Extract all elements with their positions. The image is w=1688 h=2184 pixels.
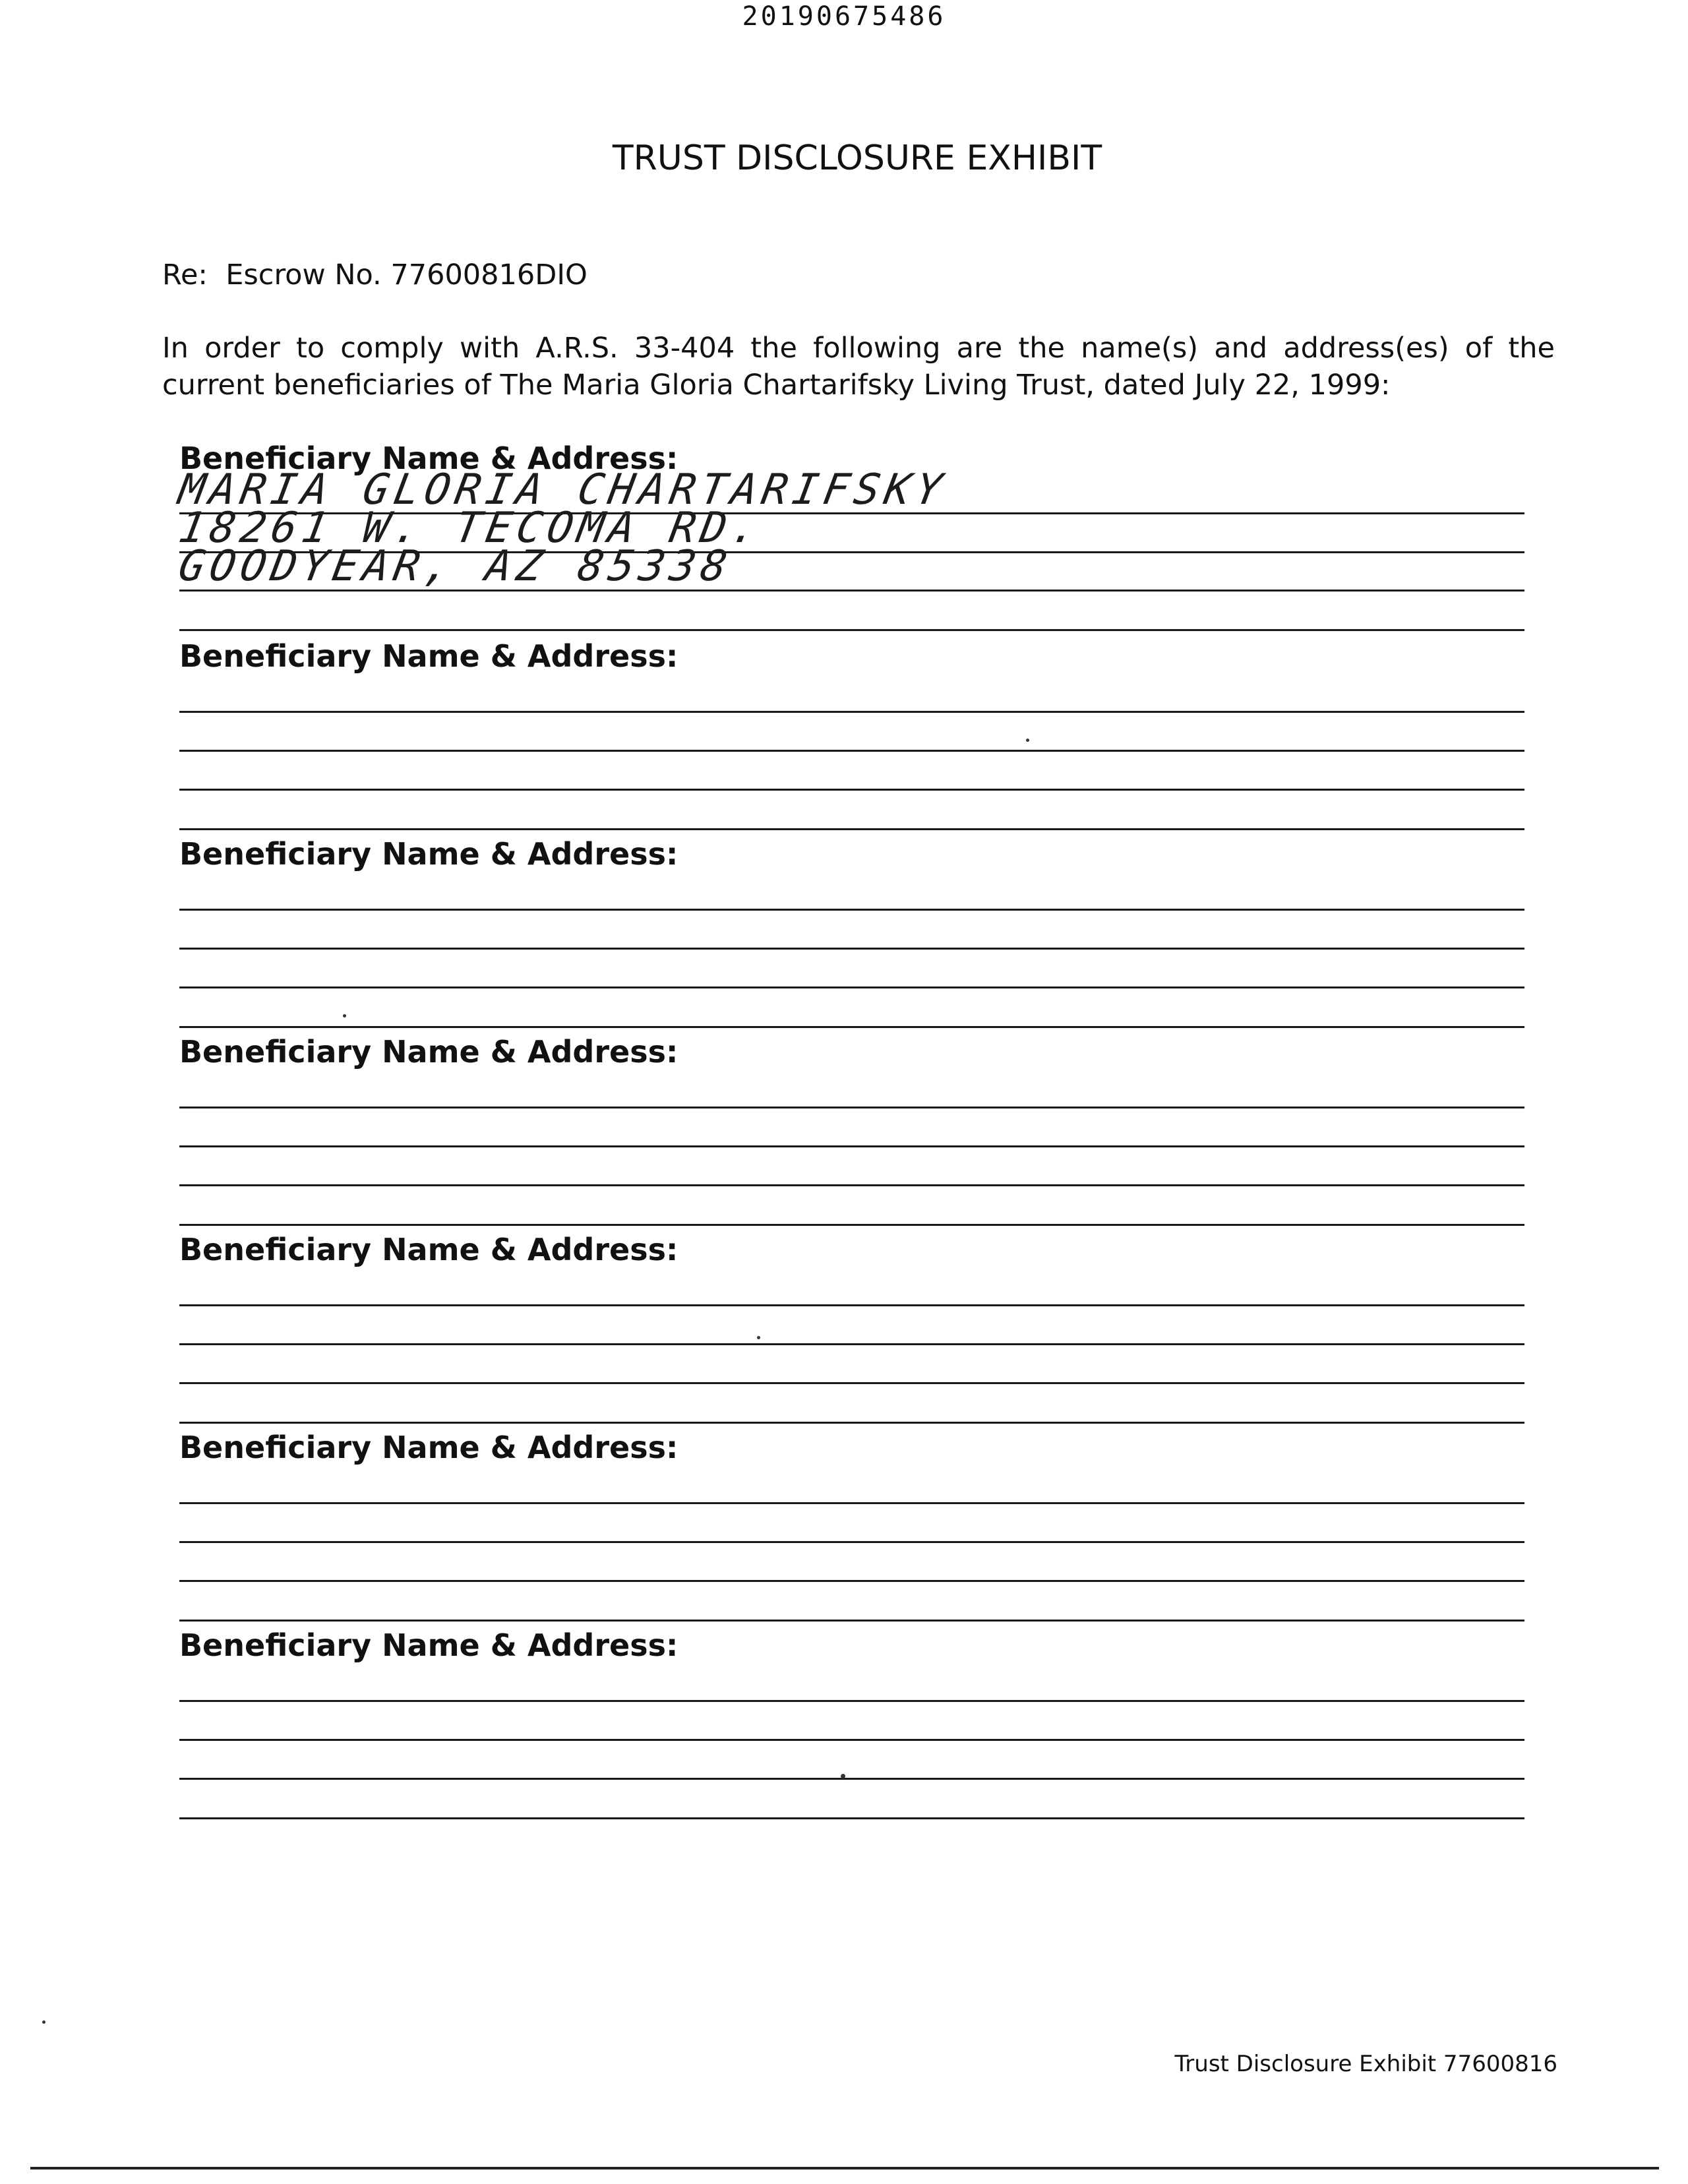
fill-line [179,909,1524,911]
fill-line [179,1026,1524,1028]
fill-line [179,1817,1524,1819]
fill-line [179,711,1524,713]
fill-line [179,789,1524,791]
fill-line [179,1700,1524,1702]
beneficiary-label: Beneficiary Name & Address: [179,836,678,872]
beneficiary-label: Beneficiary Name & Address: [179,440,678,476]
scan-speck [42,2020,45,2024]
fill-line [179,1107,1524,1108]
fill-line [179,1739,1524,1741]
document-number: 20190675486 [742,1,946,32]
escrow-reference: Re: Escrow No. 77600816DIO [162,258,588,291]
fill-line [179,590,1524,592]
footer-reference: Trust Disclosure Exhibit 77600816 [1174,2051,1557,2077]
fill-line [179,1541,1524,1543]
fill-line [179,1620,1524,1622]
scan-speck [757,1336,760,1339]
fill-line [179,1145,1524,1147]
scan-speck [841,1774,845,1778]
scan-speck [343,1014,346,1017]
fill-line [179,1382,1524,1384]
fill-line [179,1184,1524,1186]
beneficiary-label: Beneficiary Name & Address: [179,1430,678,1465]
fill-line [179,828,1524,830]
fill-line [179,1502,1524,1504]
handwritten-name: MARIA GLORIA CHARTARIFSKY [175,466,951,514]
scan-speck [1026,739,1029,742]
fill-line [179,1778,1524,1780]
page-bottom-divider [30,2167,1659,2169]
handwritten-street: 18261 W. TECOMA RD. [175,504,767,553]
handwritten-city: GOODYEAR, AZ 85338 [175,542,737,591]
page-title: TRUST DISCLOSURE EXHIBIT [612,138,1102,178]
fill-line [179,948,1524,950]
beneficiary-label: Beneficiary Name & Address: [179,1232,678,1267]
fill-line [179,1224,1524,1226]
fill-line [179,1422,1524,1424]
intro-paragraph: In order to comply with A.R.S. 33-404 the following are the name(s) and address(es) of the current beneficiaries of The Maria Gloria Chartarifsky Living Trust, dated July 22, 1999: [162,332,1555,402]
fill-line [179,750,1524,752]
fill-line [179,1304,1524,1306]
beneficiary-label: Beneficiary Name & Address: [179,1034,678,1070]
beneficiary-label: Beneficiary Name & Address: [179,1627,678,1663]
fill-line [179,986,1524,988]
fill-line [179,629,1524,631]
fill-line [179,1343,1524,1345]
fill-line [179,1580,1524,1582]
beneficiary-label: Beneficiary Name & Address: [179,638,678,674]
